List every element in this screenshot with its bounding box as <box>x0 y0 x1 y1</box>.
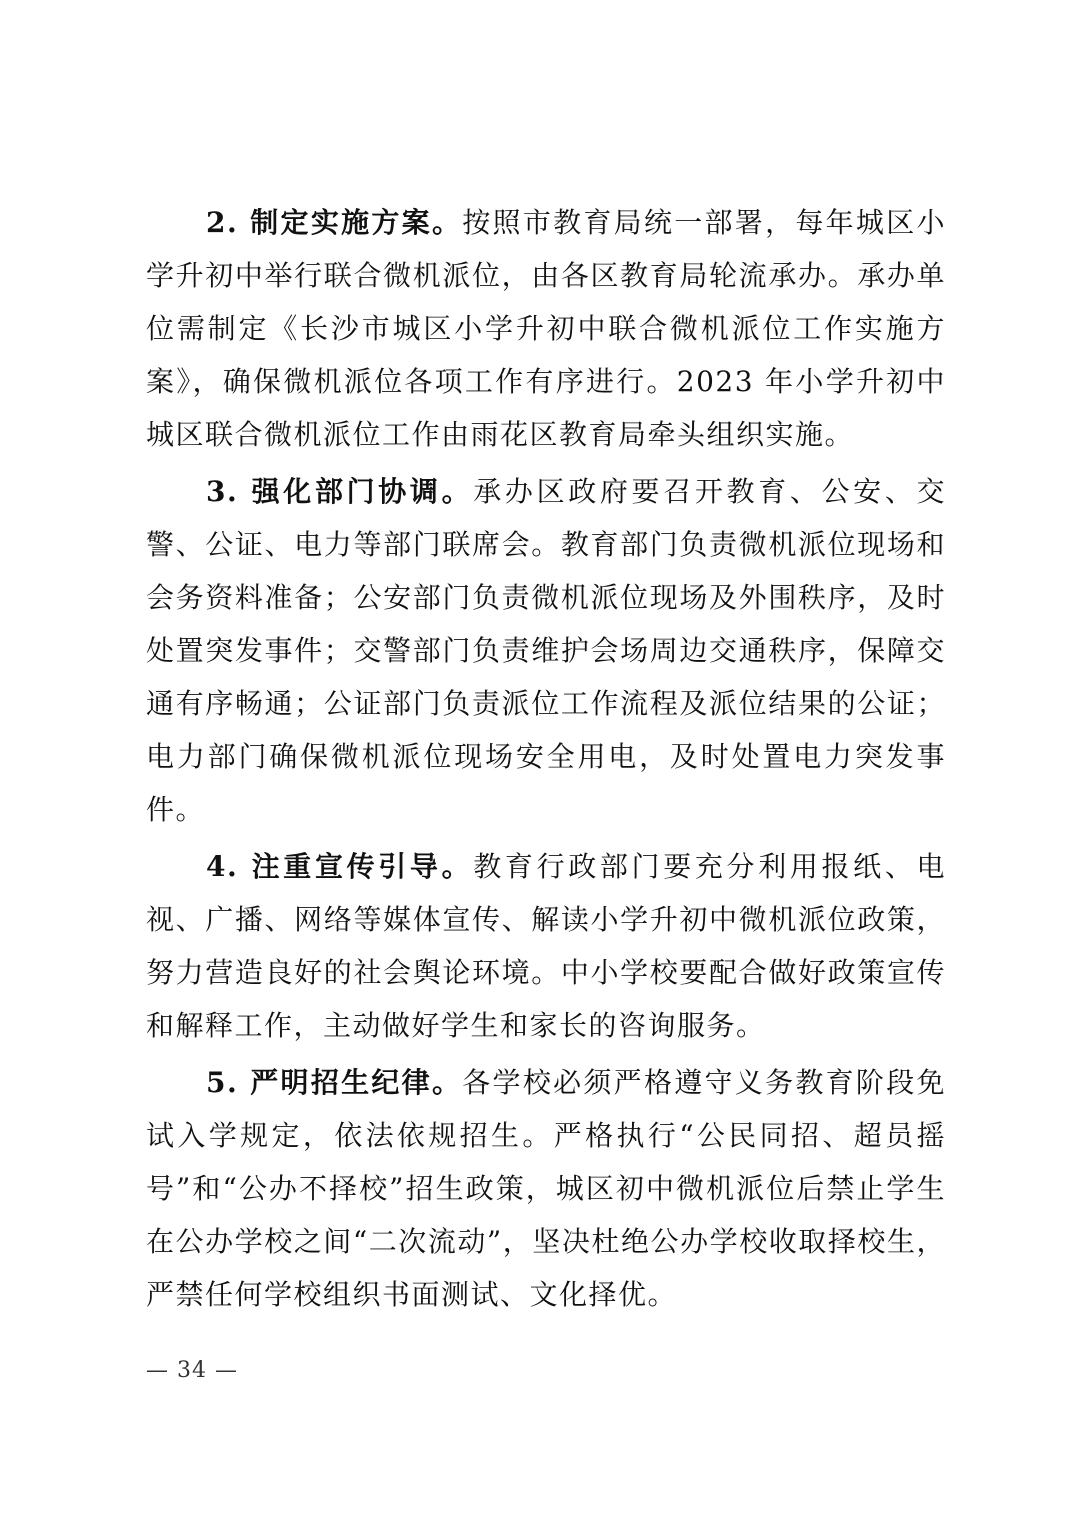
paragraph-enrollment-discipline <box>146 1056 946 1321</box>
paragraph-heading: 2. 制定实施方案。 <box>206 206 463 239</box>
paragraph-heading: 4. 注重宣传引导。 <box>206 850 474 883</box>
paragraph-heading: 5. 严明招生纪律。 <box>206 1066 463 1099</box>
document-body <box>146 196 946 1325</box>
paragraph-text: 教育行政部门要充分利用报纸、电视、广播、网络等媒体宣传、解读小学升初中微机派位政策，努力营造良好的社会舆论环境。中小学校要配合做好政策宣传和解释工作，主动做好学生和家长的咨询服务。 <box>146 850 946 1042</box>
paragraph-heading: 3. 强化部门协调。 <box>206 475 474 508</box>
paragraph-make-plan <box>146 196 946 461</box>
paragraph-text: 各学校必须严格遵守义务教育阶段免试入学规定，依法依规招生。严格执行“公民同招、超员摇号”和“公办不择校”招生政策，城区初中微机派位后禁止学生在公办学校之间“二次流动”，坚决杜绝公办学校收取择校生，严禁任何学校组织书面测试、文化择优。 <box>146 1066 946 1311</box>
paragraph-publicity-guidance <box>146 840 946 1052</box>
paragraph-text: 按照市教育局统一部署，每年城区小学升初中举行联合微机派位，由各区教育局轮流承办。承办单位需制定《长沙市城区小学升初中联合微机派位工作实施方案》，确保微机派位各项工作有序进行。2023 年小学升初中城区联合微机派位工作由雨花区教育局牵头组织实施。 <box>146 206 946 451</box>
paragraph-department-coordination <box>146 465 946 836</box>
paragraph-text: 承办区政府要召开教育、公安、交警、公证、电力等部门联席会。教育部门负责微机派位现场和会务资料准备；公安部门负责微机派位现场及外围秩序，及时处置突发事件；交警部门负责维护会场周边交通秩序，保障交通有序畅通；公证部门负责派位工作流程及派位结果的公证；电力部门确保微机派位现场安全用电，及时处置电力突发事件。 <box>146 475 946 826</box>
page-number: — 34 — <box>146 1358 238 1383</box>
